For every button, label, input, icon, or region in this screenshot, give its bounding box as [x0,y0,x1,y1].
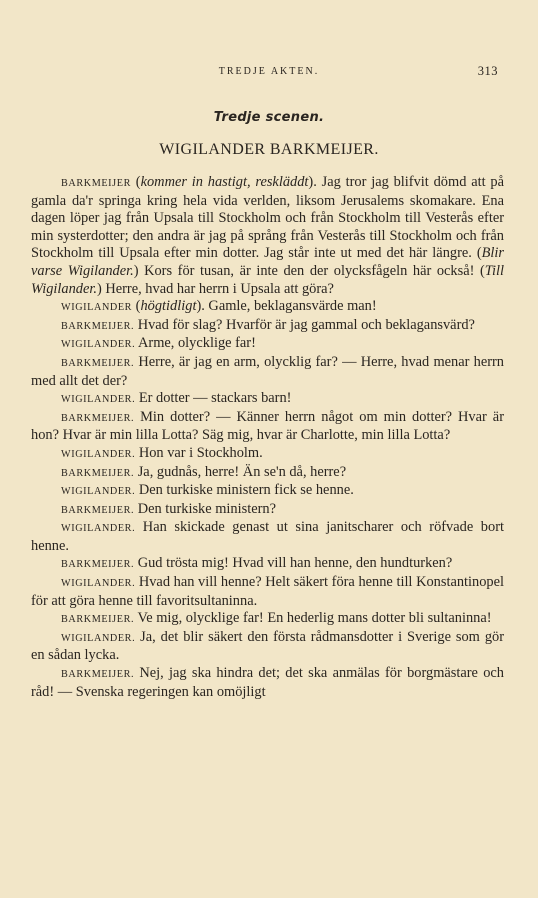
dialogue-paragraph [31,390,504,409]
speaker-name: BARKMEIJER [61,178,131,189]
speaker-name: BARKMEIJER. [61,320,135,332]
speaker-name: BARKMEIJER. [61,504,135,516]
speaker-name: WIGILANDER. [61,578,136,590]
spoken-line: Gud trösta mig! Hvad vill han henne, den hundturken? [134,555,453,572]
speaker-name: BARKMEIJER. [61,467,135,479]
dialogue-paragraph [31,298,504,317]
spoken-line: Nej, jag ska hindra det; det ska anmälas för borgmästare och råd! — Svenska regeringen kan omöjligt [31,665,504,700]
spoken-line: Hvad han vill henne? Helt säkert föra henne till Konstantinopel för att göra henne till favoritsultaninna. [31,574,504,609]
speaker-name: BARKMEIJER. [61,559,135,571]
stage-direction: Blir varse Wigilander. [31,245,504,279]
speaker-name: BARKMEIJER. [61,669,135,681]
dialogue-paragraph [31,335,504,354]
dialogue-paragraph [31,464,504,483]
speaker-name: WIGILANDER. [61,486,136,498]
spoken-line: Hon var i Stockholm. [135,444,263,461]
dialogue-paragraph [31,629,504,665]
spoken-line: ). Jag tror jag blifvit dömd att på gamla da'r springa kring hela vida verlden, liksom Jerusalems skomakare. Ena dagen löper jag från Upsala till Stockholm och från Stockholm till Vesterås efter min systerdotter; den andra är jag på språng från Vesterås till Stockholm och från Stockholm till Upsala efter min dotter. Jag står inte ut med det här längre. ( [31,174,504,262]
speaker-name: WIGILANDER. [61,448,136,460]
spoken-line: Er dotter — stackars barn! [135,390,292,407]
stage-direction: kommer in hastigt, reskläddt [140,174,309,190]
speaker-name: BARKMEIJER. [61,357,135,369]
dialogue-paragraph [31,174,504,298]
page-number: 313 [477,64,498,78]
dialogue-paragraph [31,409,504,445]
running-head: TREDJE AKTEN. [218,66,320,77]
spoken-line: Ja, det blir säkert den första rådmansdotter i Sverige som gör en sådan lycka. [31,628,504,664]
spoken-line: ) Kors för tusan, är inte den der olycksfågeln här också! ( [133,262,485,279]
dialogue-paragraph [31,501,504,520]
spoken-line: ) Herre, hvad har herrn i Upsala att göra? [96,280,334,297]
characters-on-stage: WIGILANDER BARKMEIJER. [159,141,379,158]
dialogue-paragraph [31,519,504,555]
speaker-name: BARKMEIJER. [61,614,135,626]
dialogue-paragraph [31,317,504,336]
spoken-line: Ja, gudnås, herre! Än se'n då, herre? [134,463,347,480]
spoken-line: Herre, är jag en arm, olycklig far? — Herre, hvad menar herrn med allt det der? [31,353,504,389]
spoken-line: ( [132,298,141,315]
dialogue-text [31,174,504,701]
dialogue-paragraph [31,665,504,701]
spoken-line: Den turkiske ministern fick se henne. [135,482,354,499]
speaker-name: WIGILANDER. [61,394,136,406]
speaker-name: WIGILANDER. [61,339,136,351]
spoken-line: Hvad för slag? Hvarför är jag gammal och beklagansvärd? [134,316,475,333]
spoken-line: ). Gamle, beklagansvärde man! [196,298,377,315]
speaker-name: WIGILANDER. [61,632,136,644]
dialogue-paragraph [31,610,504,629]
dialogue-paragraph [31,354,504,390]
spoken-line: Ve mig, olycklige far! En hederlig mans dotter bli sultaninna! [134,610,492,627]
stage-direction: Till Wigilander. [31,262,504,297]
spoken-line: Min dotter? — Känner herrn något om min dotter? Hvar är hon? Hvar är min lilla Lotta? Säg mig, hvar är Charlotte, min lilla Lotta? [31,408,504,444]
spoken-line: ( [130,174,141,190]
spoken-line: Han skickade genast ut sina janitscharer och röfvade bort henne. [31,519,504,554]
dialogue-paragraph [31,574,504,610]
scene-title: Tredje scenen. [213,110,325,125]
spoken-line: Arme, olycklige far! [135,335,256,352]
spoken-line: Den turkiske ministern? [134,500,276,517]
dialogue-paragraph [31,445,504,464]
speaker-name: BARKMEIJER. [61,412,135,424]
speaker-name: WIGILANDER. [61,523,136,535]
page-header [30,64,508,80]
speaker-name: WIGILANDER [61,302,133,314]
dialogue-paragraph [31,555,504,574]
dialogue-paragraph [31,482,504,501]
stage-direction: högtidligt [140,298,197,315]
